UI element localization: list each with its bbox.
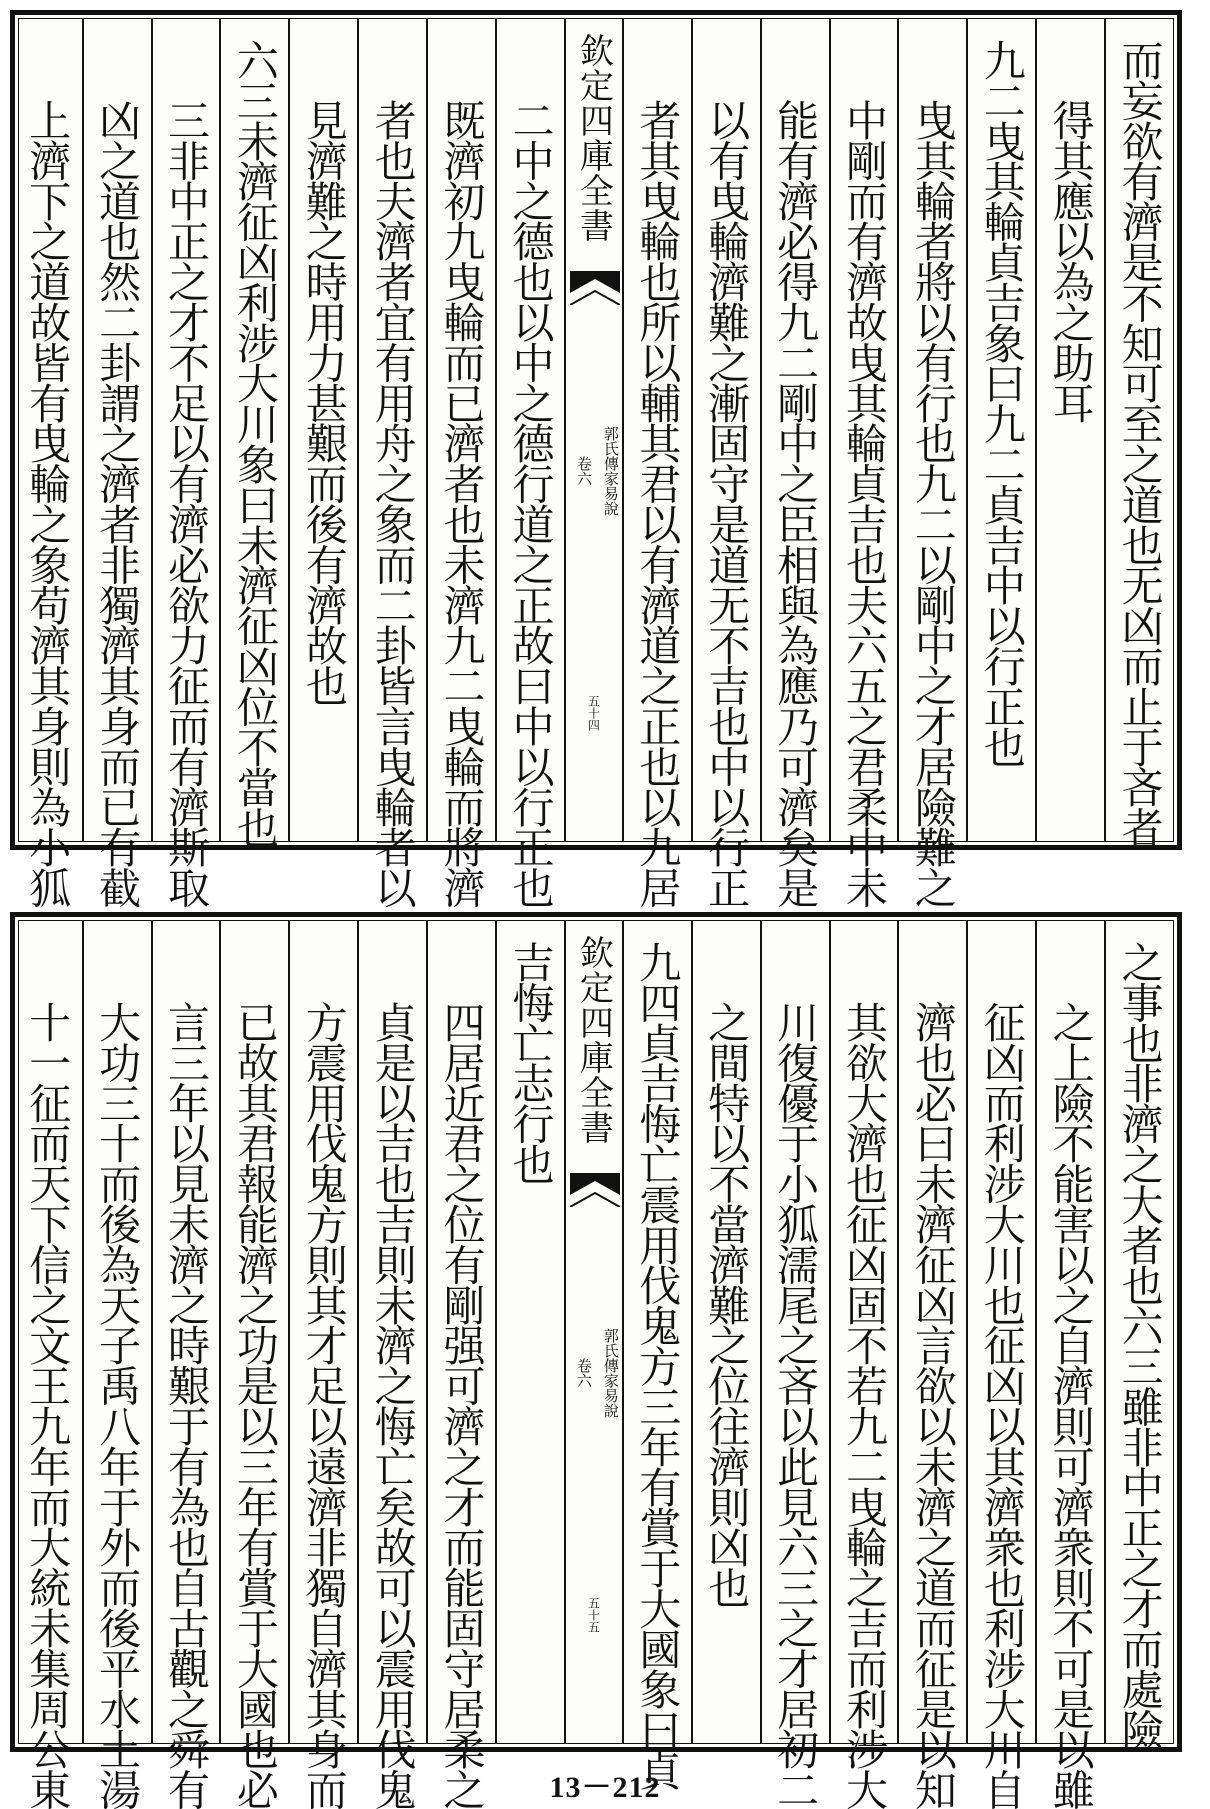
column-text: 既濟初九曳輪而已濟者也未濟九二曳輪而將濟 (437, 99, 487, 908)
column-text: 九二曳其輪貞吉象曰九二貞吉中以行正也 (977, 39, 1027, 767)
column-text: 貞是以吉也吉則未濟之悔亡矣故可以震用伐鬼 (368, 1001, 418, 1809)
text-column (151, 921, 220, 1809)
column-text: 大功三十而後為天子禹八年于外而後平水土湯 (93, 1001, 143, 1809)
text-column (219, 921, 288, 1809)
text-column (13, 19, 82, 908)
text-column (82, 921, 151, 1809)
text-column (760, 19, 829, 908)
text-column (495, 19, 564, 908)
column-text: 得其應以為之助耳 (1046, 99, 1096, 423)
column-text: 濟也必曰未濟征凶言欲以未濟之道而征是以知 (908, 1001, 958, 1809)
column-text: 上濟下之道故皆有曳輪之象苟濟其身則為小狐 (23, 99, 73, 908)
column-text: 言三年以見未濟之時艱于有為也自古觀之舜有 (161, 1001, 211, 1809)
column-text: 者也夫濟者宜有用舟之象而二卦皆言曳輪者以 (368, 99, 418, 908)
column-text: 之間特以不當濟難之位往濟則凶也 (702, 1001, 752, 1608)
text-column (357, 921, 426, 1809)
collection-title: 欽定四庫全書 (573, 935, 614, 1145)
text-column (357, 19, 426, 908)
volume-label: 卷六 (574, 1358, 593, 1388)
column-text: 已故其君報能濟之功是以三年有賞于大國也必 (230, 1001, 280, 1809)
book-title: 郭氏傳家易說 (601, 1328, 620, 1418)
column-text: 見濟難之時用力甚艱而後有濟故也 (299, 99, 349, 706)
column-text: 四居近君之位有剛强可濟之才而能固守居柔之 (437, 1001, 487, 1809)
leaf-number: 五十四 (586, 695, 601, 731)
text-column (897, 921, 966, 1809)
text-column (1104, 19, 1173, 848)
column-text: 六三未濟征凶利涉大川象曰未濟征凶位不當也 (230, 39, 280, 848)
book-and-volume (566, 341, 622, 601)
text-column (288, 921, 357, 1809)
leaf-number: 五十五 (586, 1597, 601, 1633)
text-column (426, 19, 495, 908)
book-title: 郭氏傳家易說 (601, 426, 620, 516)
text-column (691, 19, 760, 908)
text-column (829, 921, 898, 1809)
column-text: 九四貞吉悔亡震用伐鬼方三年有賞于大國象曰貞 (633, 941, 683, 1790)
text-column (1035, 19, 1104, 841)
column-text: 征凶而利涉大川也征凶以其濟衆也利涉大川自 (977, 1001, 1027, 1809)
column-text: 之上險不能害以之自濟則可濟衆則不可是以雖 (1046, 1001, 1096, 1809)
text-column (622, 19, 691, 908)
column-text: 方震用伐鬼方則其才足以遠濟非獨自濟其身而 (299, 1001, 349, 1809)
text-column (691, 921, 760, 1743)
text-column (966, 921, 1035, 1809)
text-column (288, 19, 357, 841)
volume-label: 卷六 (574, 456, 593, 486)
top-page-panel (10, 10, 1182, 908)
top-text-grid (19, 19, 1173, 908)
column-text: 中剛而有濟故曳其輪貞吉也夫六五之君柔中未 (840, 99, 889, 908)
text-column (897, 19, 966, 908)
text-column (966, 19, 1035, 841)
text-column (1104, 921, 1173, 1750)
text-column (13, 921, 82, 1809)
text-column (829, 19, 898, 908)
column-text: 吉悔亡志行也 (506, 941, 556, 1184)
column-text: 三非中正之才不足以有濟必欲力征而有濟斯取 (161, 99, 211, 908)
text-column (426, 921, 495, 1809)
column-text: 曳其輪者將以有行也九二以剛中之才居險難之 (908, 99, 958, 908)
column-text: 之事也非濟之大者也六三雖非中正之才而處險 (1115, 941, 1165, 1750)
column-text: 十一征而天下信之文王九年而大統未集周公東 (23, 1001, 73, 1809)
text-column (82, 19, 151, 908)
text-column (495, 921, 564, 1743)
column-text: 二中之德也以中之德行道之正故曰中以行正也 (506, 99, 556, 908)
column-text: 其欲大濟也征凶固不若九二曳輪之吉而利涉大 (840, 1001, 889, 1809)
column-text: 者其曳輪也所以輔其君以有濟道之正也以九居 (633, 99, 683, 908)
text-column (622, 921, 691, 1790)
column-text: 凶之道也然二卦謂之濟者非獨濟其身而已有截 (93, 99, 143, 908)
text-column (760, 921, 829, 1809)
column-text: 川復優于小狐濡尾之吝以此見六三之才居初二 (771, 1001, 821, 1809)
fish-tail-mark-icon (570, 271, 620, 305)
text-column (219, 19, 288, 848)
book-and-volume (566, 1243, 622, 1503)
column-text: 而妄欲有濟是不知可至之道也无凶而止于吝者 (1115, 39, 1165, 848)
center-spine (564, 921, 622, 1743)
fish-tail-mark-icon (570, 1173, 620, 1207)
collection-title: 欽定四庫全書 (573, 33, 614, 243)
column-text: 以有曳輪濟難之漸固守是道无不吉也中以行正 (702, 99, 752, 908)
center-spine (564, 19, 622, 841)
text-column (1035, 921, 1104, 1809)
folio-number: 13－212 (549, 1771, 661, 1804)
text-column (151, 19, 220, 908)
column-text: 能有濟必得九二剛中之臣相與為應乃可濟矣是 (771, 99, 821, 908)
